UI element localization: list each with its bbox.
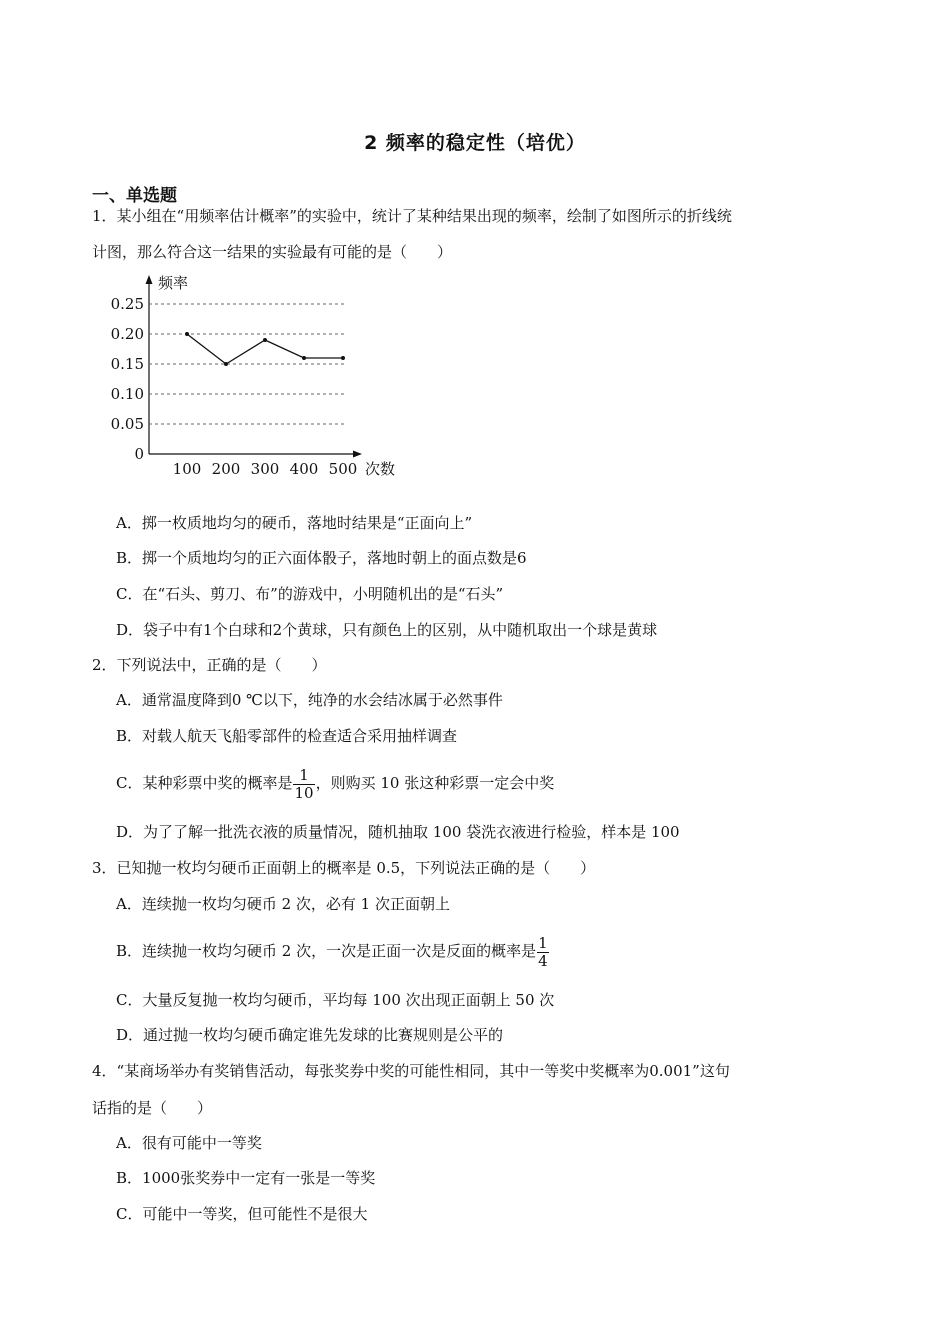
q3-option-a: A．连续抛一枚均匀硬币 2 次，必有 1 次正面朝上 (116, 895, 450, 913)
question-3-stem: 3．已知抛一枚均匀硬币正面朝上的概率是 0.5，下列说法正确的是（ ） (92, 859, 596, 877)
q1-option-d: D．袋子中有1个白球和2个黄球，只有颜色上的区别，从中随机取出一个球是黄球 (116, 621, 658, 639)
data-point (302, 356, 306, 360)
y-tick-label: 0.05 (110, 415, 144, 433)
q2-option-c-rest: ，则购买 10 张这种彩票一定会中奖 (315, 774, 555, 792)
q3-option-d: D．通过抛一枚均匀硬币确定谁先发球的比赛规则是公平的 (116, 1026, 504, 1044)
question-1-line-1: 1．某小组在“用频率估计概率”的实验中，统计了某种结果出现的频率，绘制了如图所示的折线统 (92, 207, 732, 225)
question-2-stem: 2．下列说法中，正确的是（ ） (92, 656, 327, 674)
fraction-denominator: 10 (294, 783, 314, 802)
series-points (185, 332, 345, 366)
q4-option-a: A．很有可能中一等奖 (116, 1134, 262, 1152)
q2-option-b: B．对载人航天飞船零部件的检查适合采用抽样调查 (116, 727, 458, 745)
y-axis-label: 频率 (158, 274, 189, 292)
y-tick-label: 0.25 (110, 295, 144, 313)
x-axis-arrow (353, 451, 362, 458)
q3-option-c: C．大量反复抛一枚均匀硬币，平均每 100 次出现正面朝上 50 次 (116, 991, 555, 1009)
fraction-numerator: 1 (293, 767, 314, 785)
x-tick-label: 100 (172, 460, 202, 478)
q1-option-c: C．在“石头、剪刀、布”的游戏中，小明随机出的是“石头” (116, 585, 504, 603)
q2-option-c-text: C．某种彩票中奖的概率是 (116, 774, 293, 792)
y-tick-label: 0 (134, 445, 144, 463)
question-4-line-2: 话指的是（ ） (92, 1099, 213, 1117)
data-point (341, 356, 345, 360)
data-point (185, 332, 189, 336)
x-axis-label: 次数 (365, 460, 396, 478)
data-point (224, 362, 228, 366)
q4-option-c: C．可能中一等奖，但可能性不是很大 (116, 1205, 368, 1223)
question-1-line-2: 计图，那么符合这一结果的实验最有可能的是（ ） (92, 243, 453, 261)
x-tick-label: 300 (250, 460, 280, 478)
y-tick-label: 0.20 (110, 325, 144, 343)
y-axis-arrow (146, 275, 153, 284)
data-point (263, 338, 267, 342)
q2-option-d: D．为了了解一批洗衣液的质量情况，随机抽取 100 袋洗衣液进行检验，样本是 100 (116, 823, 680, 841)
page-title: 2 频率的稳定性（培优） (364, 132, 586, 154)
question-4-line-1: 4．“某商场举办有奖销售活动，每张奖券中奖的可能性相同，其中一等奖中奖概率为0.001”这句 (92, 1062, 730, 1080)
x-tick-label: 400 (289, 460, 319, 478)
q2-option-a: A．通常温度降到0 ℃以下，纯净的水会结冰属于必然事件 (116, 691, 503, 709)
grid-lines (149, 304, 344, 424)
frequency-line-chart (100, 268, 420, 486)
fraction-one-tenth (293, 767, 314, 802)
q2-option-c (116, 762, 554, 804)
fraction-numerator: 1 (538, 933, 548, 952)
x-tick-label: 200 (211, 460, 241, 478)
y-tick-label: 0.15 (110, 355, 144, 373)
q1-option-a: A．掷一枚质地均匀的硬币，落地时结果是“正面向上” (116, 514, 473, 532)
fraction-denominator: 4 (538, 951, 548, 970)
x-tick-label: 500 (328, 460, 358, 478)
q3-option-b-text: B．连续抛一枚均匀硬币 2 次，一次是正面一次是反面的概率是 (116, 942, 537, 960)
x-tick-labels (173, 460, 358, 478)
q1-option-b: B．掷一个质地均匀的正六面体骰子，落地时朝上的面点数是6 (116, 549, 527, 567)
q3-option-b (116, 930, 550, 972)
section-heading: 一、单选题 (92, 186, 177, 206)
q4-option-b: B．1000张奖券中一定有一张是一等奖 (116, 1169, 376, 1187)
fraction-one-quarter (537, 935, 549, 970)
y-tick-labels (111, 295, 144, 463)
y-tick-label: 0.10 (110, 385, 144, 403)
